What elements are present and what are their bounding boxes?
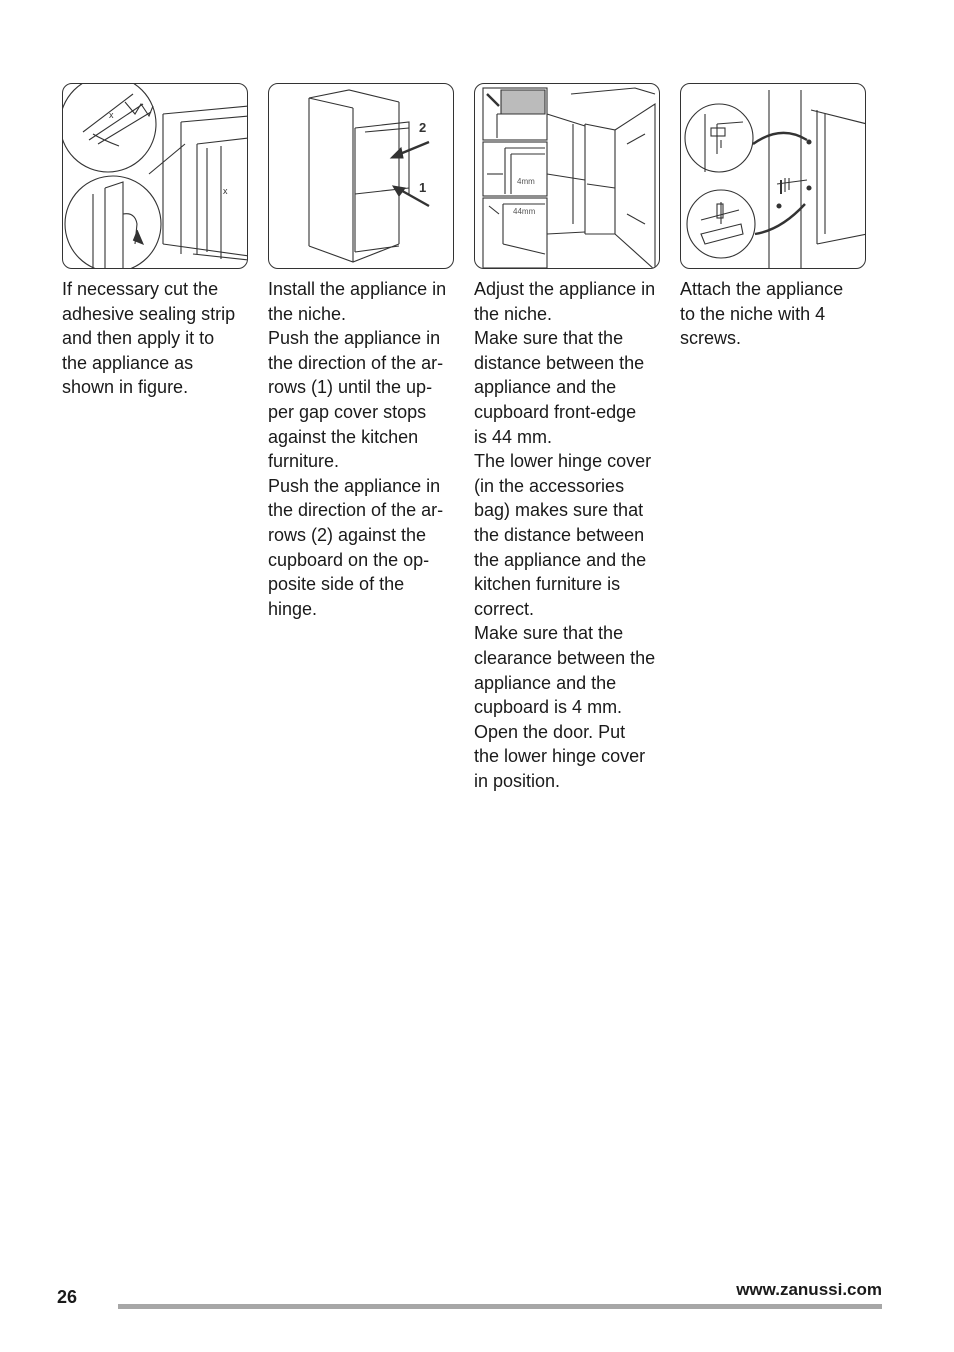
step-4-text: Attach the appliance to the niche with 4 screws. [680,279,844,349]
adjust-appliance-illustration [474,83,660,269]
gap-label-44mm: 44mm [513,207,536,216]
sealing-strip-illustration [62,83,248,269]
step-1 [62,83,250,400]
page-number: 26 [57,1287,78,1307]
step-1-text: If necessary cut the adhesive sealing strip and then apply it to the appliance as shown in figure. [62,279,236,398]
dimension-label: x [223,186,228,196]
step-3 [474,83,662,793]
cut-length-label: x [109,110,114,120]
step-2-text: Install the appliance in the niche. Push the appliance in the direction of the ar- rows (1) until the up- per gap cover stops against the kitchen furniture. Push the appliance in the direction of the ar- rows (2) against the cupboard on the op- posite side of the hinge. [268,279,447,619]
step-2 [268,83,456,621]
install-niche-illustration [268,83,454,269]
footer-divider [118,1304,882,1309]
attach-screws-illustration [680,83,866,269]
arrow-label-2: 2 [419,120,427,135]
website-link[interactable]: www.zanussi.com [736,1280,882,1299]
step-3-text: Adjust the appliance in the niche. Make sure that the distance between the appliance and the cupboard front-edge is 44 mm. The lower hinge cover (in the accessories bag) makes sure that the distance between the appliance and the kitchen furniture is correct. Make sure that the clearance between the appliance and the cupboard is 4 mm. Open the door. Put the lower hinge cover in position. [474,279,656,791]
arrow-label-1: 1 [419,180,427,195]
step-4 [680,83,868,351]
gap-label-4mm: 4mm [517,177,535,186]
